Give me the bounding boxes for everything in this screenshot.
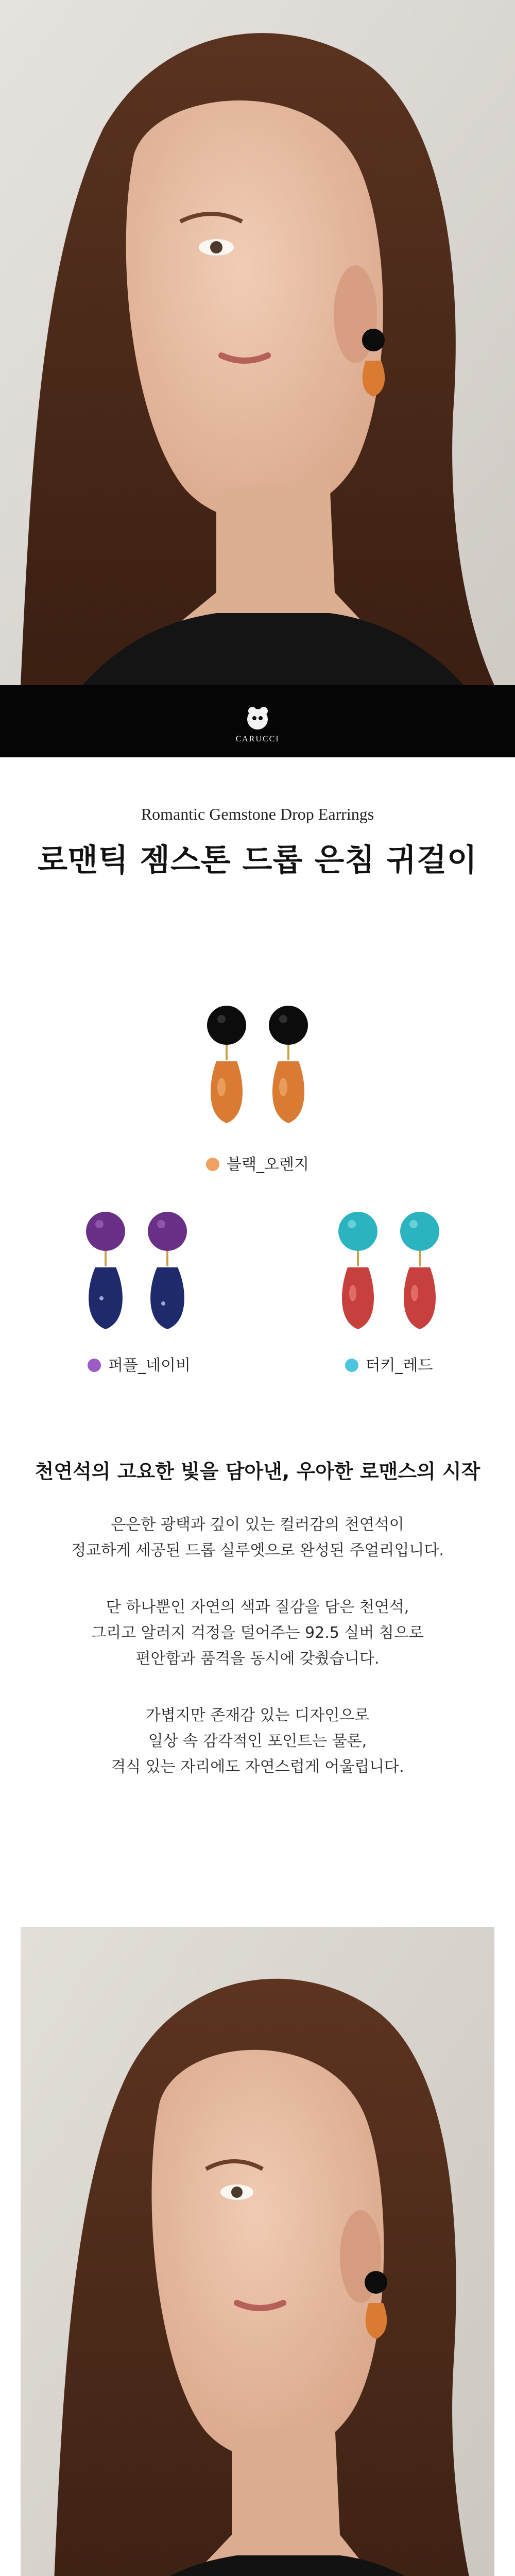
description-paragraph-3: 가볍지만 존재감 있는 디자인으로 일상 속 감각적인 포인트는 물론, 격식 있는 자리에도 자연스럽게 어울립니다. <box>111 1706 404 1776</box>
description-paragraph-2: 단 하나뿐인 자연의 색과 질감을 담은 천연석, 그리고 알러지 걱정을 덜어주는 92.5 실버 침으로 편안함과 품격을 동시에 갖췄습니다. <box>91 1598 424 1668</box>
variant-label: 퍼플_네이비 <box>108 1357 191 1375</box>
brand-logo-icon <box>241 704 274 733</box>
product-title-ko: 로맨틱 젬스톤 드롭 은침 귀걸이 <box>37 842 478 878</box>
color-dot-icon <box>206 1158 219 1171</box>
variant-label: 블랙_오렌지 <box>227 1156 309 1174</box>
color-dot-icon <box>88 1359 101 1372</box>
model-photo-sunset <box>21 1927 494 2576</box>
variant-turquoise-red[interactable] <box>324 1352 453 1375</box>
color-dot-icon <box>345 1359 358 1372</box>
earring-black-orange <box>196 994 319 1139</box>
brand-bar <box>0 685 515 757</box>
earring-turquoise-red <box>327 1200 451 1345</box>
variant-purple-navy[interactable] <box>77 1352 201 1375</box>
earring-purple-navy <box>75 1200 198 1345</box>
description-paragraph-1: 은은한 광택과 깊이 있는 컬러감의 천연석이 정교하게 세공된 드롭 실루엣으로 완성된 주얼리입니다. <box>71 1516 444 1560</box>
description-heading: 천연석의 고요한 빛을 담아낸, 우아한 로맨스의 시작 <box>35 1460 480 1483</box>
product-subtitle-en: Romantic Gemstone Drop Earrings <box>141 805 374 823</box>
variant-black-orange[interactable] <box>0 1151 515 1174</box>
brand-name: CARUCCI <box>235 735 280 743</box>
variant-label: 터키_레드 <box>365 1357 433 1375</box>
hero-model-photo <box>0 0 515 685</box>
